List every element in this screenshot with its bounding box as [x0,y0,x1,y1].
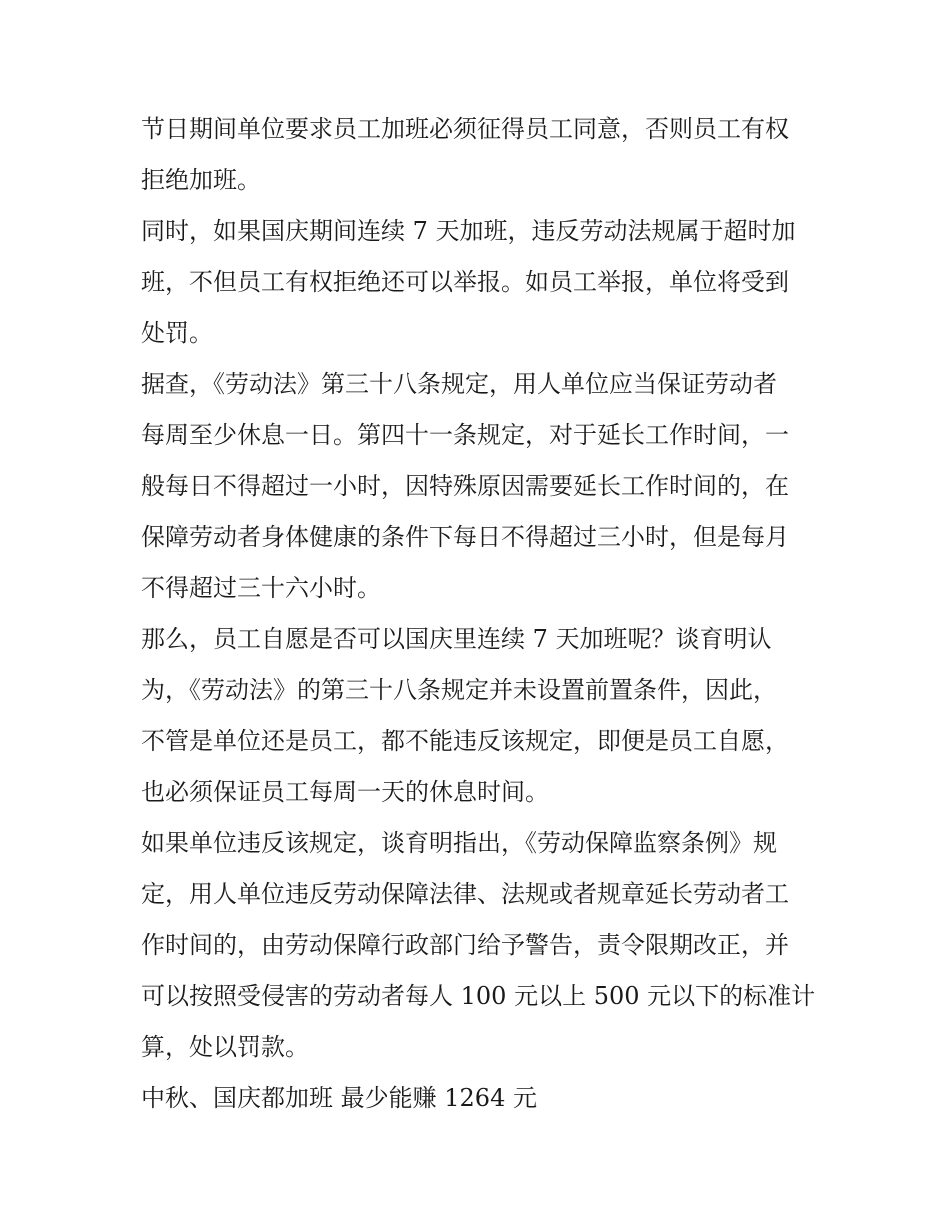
text-line: 保障劳动者身体健康的条件下每日不得超过三小时，但是每月 [141,523,789,551]
text-line: 那么，员工自愿是否可以国庆里连续 7 天加班呢？谈育明认 [141,625,772,653]
text-line: 般每日不得超过一小时，因特殊原因需要延长工作时间的，在 [141,472,789,500]
text-line: 不得超过三十六小时。 [141,574,381,602]
text-line: 可以按照受侵害的劳动者每人 100 元以上 500 元以下的标准计 [141,982,816,1010]
text-line: 节日期间单位要求员工加班必须征得员工同意，否则员工有权 [141,115,789,143]
paragraph-labor-law-articles [141,359,813,614]
paragraph-violation-penalty [141,818,816,1073]
paragraph-holiday-overtime-consent [141,104,813,206]
text-line: 班，不但员工有权拒绝还可以举报。如员工举报，单位将受到 [141,268,789,296]
text-line: 也必须保证员工每周一天的休息时间。 [141,778,549,806]
text-line: 据查，《劳动法》第三十八条规定，用人单位应当保证劳动者 [141,370,777,398]
text-line: 作时间的，由劳动保障行政部门给予警告，责令限期改正，并 [141,931,789,959]
paragraph-seven-day-overtime [141,206,813,359]
text-line: 定，用人单位违反劳动保障法律、法规或者规章延长劳动者工 [141,880,789,908]
section-heading-overtime-pay [141,1073,813,1124]
paragraph-voluntary-overtime [141,614,813,818]
text-line: 同时，如果国庆期间连续 7 天加班，违反劳动法规属于超时加 [141,217,796,245]
document-body [141,104,816,1124]
text-line: 为，《劳动法》的第三十八条规定并未设置前置条件，因此， [141,676,777,704]
text-line: 不管是单位还是员工，都不能违反该规定，即便是员工自愿， [141,727,789,755]
text-line: 算，处以罚款。 [141,1033,309,1061]
text-line: 每周至少休息一日。第四十一条规定，对于延长工作时间，一 [141,421,789,449]
text-line: 处罚。 [141,319,213,347]
text-line: 拒绝加班。 [141,166,261,194]
text-line: 中秋、国庆都加班 最少能赚 1264 元 [141,1084,537,1112]
text-line: 如果单位违反该规定，谈育明指出，《劳动保障监察条例》规 [141,829,777,857]
